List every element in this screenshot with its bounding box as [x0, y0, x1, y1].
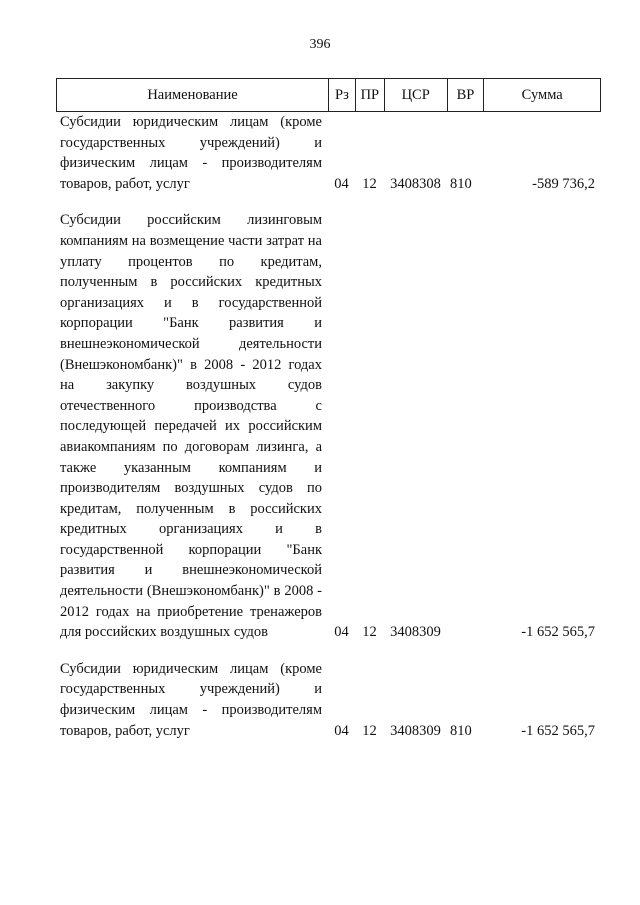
row-name: Субсидии российским лизинговым компаниям на возмещение части затрат на уплату процентов по кредитам, полученным в российских кредитных организациях и в государственной корпорации "Банк развития и внешнеэкономической деятельности (Внешэкономбанк)" в 2008 - 2012 годах на закупку воздушных судов отечественного производства с последующей передачей их российским авиакомпаниям по договорам лизинга, а также указанным компаниям и производителям воздушных судов по кредитам, полученным в российских кредитных организациях и в государственной корпорации "Банк развития и внешнеэкономической деятельности (Внешэкономбанк)" в 2008 - 2012 годах на приобретение тренажеров для российских воздушных судов [60, 212, 322, 641]
row-pr: 12 [362, 175, 377, 192]
row-sum: -1 652 565,7 [521, 722, 595, 739]
row-rz: 04 [334, 624, 349, 641]
header-sum: Сумма [483, 79, 600, 111]
row-vr: 810 [450, 175, 472, 192]
row-pr: 12 [362, 722, 377, 739]
table-row [56, 112, 601, 194]
table-row [56, 210, 601, 642]
row-csr: 3408308 [390, 175, 441, 192]
page-number: 396 [309, 37, 331, 52]
header-vr: ВР [447, 79, 484, 111]
row-rz: 04 [334, 175, 349, 192]
row-sum: -1 652 565,7 [521, 624, 595, 641]
row-name: Субсидии юридическим лицам (кроме государственных учреждений) и физическим лицам - производителям товаров, работ, услуг [60, 114, 322, 192]
table-row [56, 659, 601, 741]
row-csr: 3408309 [390, 722, 441, 739]
budget-table [56, 78, 601, 741]
row-rz: 04 [334, 722, 349, 739]
row-csr: 3408309 [390, 624, 441, 641]
table-header [56, 78, 601, 112]
header-csr: ЦСР [384, 79, 447, 111]
header-pr: ПР [355, 79, 384, 111]
row-name: Субсидии юридическим лицам (кроме государственных учреждений) и физическим лицам - производителям товаров, работ, услуг [60, 660, 322, 739]
header-rz: Рз [328, 79, 355, 111]
row-pr: 12 [362, 624, 377, 641]
row-sum: -589 736,2 [532, 175, 595, 192]
row-vr: 810 [450, 722, 472, 739]
header-name: Наименование [147, 86, 238, 103]
